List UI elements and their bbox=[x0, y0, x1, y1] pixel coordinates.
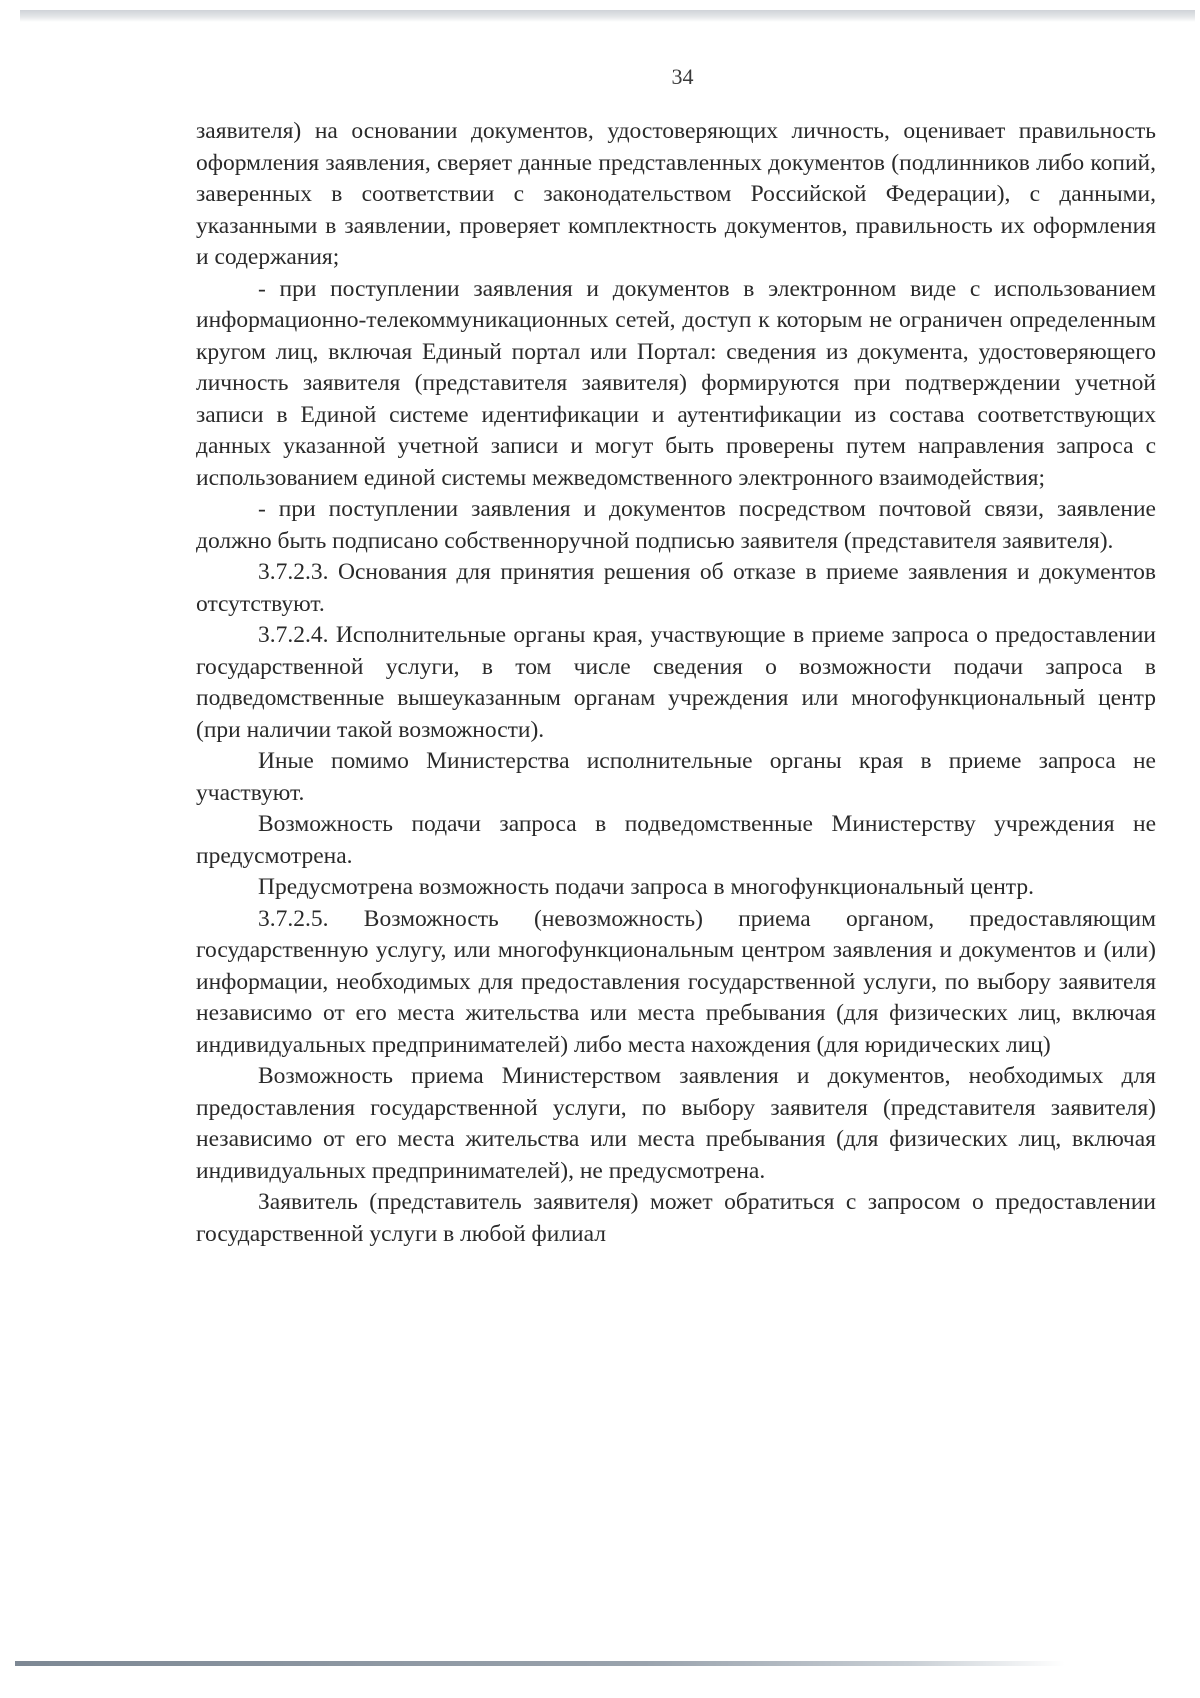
paragraph-5: 3.7.2.4. Исполнительные органы края, участвующие в приеме запроса о предоставлении государственной услуги, в том числе сведения о возможности подачи запроса в подведомственные вышеуказанным органам учреждения или многофункциональный центр (при наличии такой возможности). bbox=[196, 622, 1156, 743]
paragraph-7: Возможность подачи запроса в подведомственные Министерству учреждения не предусмотрена. bbox=[196, 811, 1156, 869]
page-number: 34 bbox=[671, 64, 694, 89]
paragraph-4: 3.7.2.3. Основания для принятия решения об отказе в приеме заявления и документов отсутствуют. bbox=[196, 559, 1156, 617]
paragraph-2: - при поступлении заявления и документов в электронном виде с использованием информационно-телекоммуникационных сетей, доступ к которым не ограничен определенным кругом лиц, включая Единый портал или Портал: сведения из документа, удостоверяющего личность заявителя (представителя заявителя) формируются при подтверждении учетной записи в Единой системе идентификации и аутентификации из состава соответствующих данных указанной учетной записи и могут быть проверены путем направления запроса с использованием единой системы межведомственного электронного взаимодействия; bbox=[196, 275, 1156, 491]
document-body bbox=[196, 116, 1156, 1250]
paragraph-1: заявителя) на основании документов, удостоверяющих личность, оценивает правильность оформления заявления, сверяет данные представленных документов (подлинников либо копий, заверенных в соответствии с законодательством Российской Федерации), с данными, указанными в заявлении, проверяет комплектность документов, правильность их оформления и содержания; bbox=[196, 118, 1156, 270]
scan-top-edge bbox=[20, 10, 1195, 22]
scan-bottom-edge bbox=[15, 1661, 1065, 1666]
paragraph-8: Предусмотрена возможность подачи запроса в многофункциональный центр. bbox=[258, 874, 1034, 900]
paragraph-11: Заявитель (представитель заявителя) может обратиться с запросом о предоставлении государственной услуги в любой филиал bbox=[196, 1189, 1156, 1247]
paragraph-9: 3.7.2.5. Возможность (невозможность) приема органом, предоставляющим государственную услугу, или многофункциональным центром заявления и документов и (или) информации, необходимых для предоставления государственной услуги, по выбору заявителя независимо от его места жительства или места пребывания (для физических лиц, включая индивидуальных предпринимателей) либо места нахождения (для юридических лиц) bbox=[196, 905, 1156, 1058]
paragraph-6: Иные помимо Министерства исполнительные органы края в приеме запроса не участвуют. bbox=[196, 748, 1156, 806]
paragraph-3: - при поступлении заявления и документов посредством почтовой связи, заявление должно быть подписано собственноручной подписью заявителя (представителя заявителя). bbox=[196, 496, 1156, 554]
paragraph-10: Возможность приема Министерством заявления и документов, необходимых для предоставления государственной услуги, по выбору заявителя (представителя заявителя) независимо от его места жительства или места пребывания (для физических лиц, включая индивидуальных предпринимателей), не предусмотрена. bbox=[196, 1063, 1156, 1184]
